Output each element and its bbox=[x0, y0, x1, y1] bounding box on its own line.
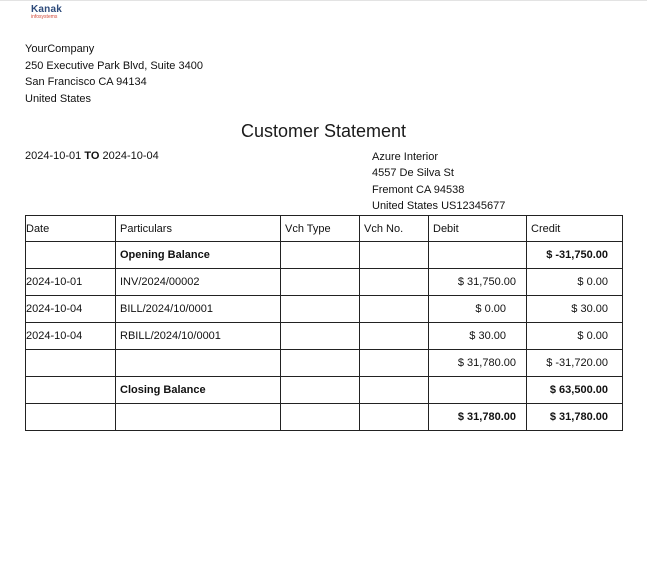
customer-street: 4557 De Silva St bbox=[372, 167, 454, 180]
cell-date bbox=[26, 404, 116, 431]
page-title bbox=[0, 121, 647, 142]
company-name: YourCompany bbox=[25, 43, 95, 55]
cell-debit: $ 30.00 bbox=[429, 323, 527, 350]
cell-credit: $ 0.00 bbox=[527, 269, 623, 296]
cell-credit: $ 0.00 bbox=[527, 323, 623, 350]
cell-vch-no bbox=[360, 296, 429, 323]
cell-date bbox=[26, 242, 116, 269]
period-from: 2024-10-01 bbox=[25, 150, 82, 162]
cell-vch-no bbox=[360, 323, 429, 350]
cell-vch-type bbox=[281, 404, 360, 431]
cell-debit: $ 0.00 bbox=[429, 296, 527, 323]
col-header-vch-no: Vch No. bbox=[360, 216, 429, 242]
table-row bbox=[26, 242, 623, 269]
col-header-particulars: Particulars bbox=[116, 216, 281, 242]
col-header-vch-type: Vch Type bbox=[281, 216, 360, 242]
cell-vch-no bbox=[360, 404, 429, 431]
cell-particulars bbox=[116, 404, 281, 431]
customer-city: Fremont CA 94538 bbox=[372, 183, 465, 196]
cell-debit: $ 31,750.00 bbox=[429, 269, 527, 296]
cell-debit bbox=[429, 377, 527, 404]
company-address-line1: 250 Executive Park Blvd, Suite 3400 bbox=[25, 59, 203, 72]
cell-credit: $ 31,780.00 bbox=[527, 404, 623, 431]
col-header-date: Date bbox=[26, 216, 116, 242]
cell-credit: $ 63,500.00 bbox=[527, 377, 623, 404]
cell-particulars: RBILL/2024/10/0001 bbox=[116, 323, 281, 350]
customer-country-vat: United States US12345677 bbox=[372, 200, 506, 213]
cell-date: 2024-10-04 bbox=[26, 323, 116, 350]
cell-date: 2024-10-04 bbox=[26, 296, 116, 323]
cell-vch-type bbox=[281, 350, 360, 377]
table-row bbox=[26, 269, 623, 296]
table-row bbox=[26, 350, 623, 377]
period-to-label: TO bbox=[84, 150, 100, 162]
cell-debit bbox=[429, 242, 527, 269]
period-to: 2024-10-04 bbox=[102, 150, 159, 162]
table-row bbox=[26, 404, 623, 431]
cell-vch-no bbox=[360, 269, 429, 296]
statement-period bbox=[25, 150, 159, 162]
cell-particulars: Opening Balance bbox=[116, 242, 281, 269]
cell-vch-type bbox=[281, 377, 360, 404]
col-header-credit: Credit bbox=[527, 216, 623, 242]
customer-name: Azure Interior bbox=[372, 151, 439, 163]
company-address-line2: San Francisco CA 94134 bbox=[25, 76, 147, 89]
logo-subtitle: infosystems bbox=[31, 14, 58, 20]
cell-credit: $ 30.00 bbox=[527, 296, 623, 323]
cell-vch-no bbox=[360, 350, 429, 377]
cell-vch-no bbox=[360, 242, 429, 269]
company-country: United States bbox=[25, 93, 92, 106]
cell-debit: $ 31,780.00 bbox=[429, 404, 527, 431]
table-header-row bbox=[26, 216, 623, 242]
cell-vch-type bbox=[281, 269, 360, 296]
cell-vch-type bbox=[281, 296, 360, 323]
cell-credit: $ -31,750.00 bbox=[527, 242, 623, 269]
col-header-debit: Debit bbox=[429, 216, 527, 242]
customer-address bbox=[372, 149, 505, 215]
cell-vch-type bbox=[281, 323, 360, 350]
statement-table bbox=[25, 215, 623, 431]
top-divider bbox=[0, 0, 647, 1]
logo-brand: Kanak bbox=[31, 4, 63, 15]
table-row bbox=[26, 377, 623, 404]
cell-vch-no bbox=[360, 377, 429, 404]
table-row bbox=[26, 296, 623, 323]
cell-credit: $ -31,720.00 bbox=[527, 350, 623, 377]
cell-debit: $ 31,780.00 bbox=[429, 350, 527, 377]
company-logo bbox=[31, 5, 62, 20]
cell-date: 2024-10-01 bbox=[26, 269, 116, 296]
company-address bbox=[25, 41, 203, 108]
cell-particulars bbox=[116, 350, 281, 377]
cell-particulars: BILL/2024/10/0001 bbox=[116, 296, 281, 323]
cell-particulars: Closing Balance bbox=[116, 377, 281, 404]
cell-particulars: INV/2024/00002 bbox=[116, 269, 281, 296]
table-row bbox=[26, 323, 623, 350]
cell-date bbox=[26, 377, 116, 404]
page-title-text: Customer Statement bbox=[240, 121, 407, 141]
cell-vch-type bbox=[281, 242, 360, 269]
cell-date bbox=[26, 350, 116, 377]
